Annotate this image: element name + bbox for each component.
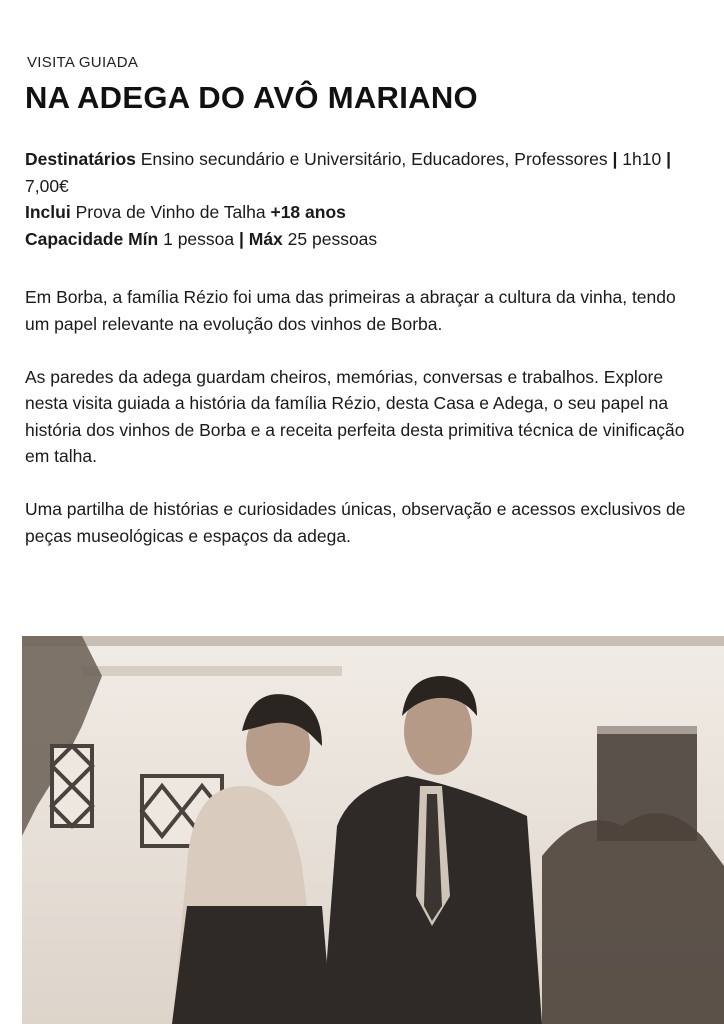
description-paragraph-1: Em Borba, a família Rézio foi uma das primeiras a abraçar a cultura da vinha, tendo um papel relevante na evolução dos vinhos de Borba. xyxy=(25,287,676,334)
page-title: NA ADEGA DO AVÔ MARIANO xyxy=(25,80,478,115)
duration-value: 1h10 xyxy=(622,149,662,169)
description-paragraph-2: As paredes da adega guardam cheiros, memórias, conversas e trabalhos. Explore nesta visita guiada a história da família Rézio, desta Casa e Adega, o seu papel na história dos vinhos de Borba e a receita perfeita desta primitiva técnica de vinificação em talha. xyxy=(25,366,685,466)
includes-value: Prova de Vinho de Talha xyxy=(70,202,271,222)
price-value: 7,00€ xyxy=(25,175,69,196)
audience-value: Ensino secundário e Universitário, Educadores, Professores xyxy=(135,149,608,169)
tour-info-block xyxy=(25,146,695,252)
audience-line xyxy=(25,146,695,199)
lattice-window-left xyxy=(52,746,92,826)
audience-label: Destinatários xyxy=(25,149,136,169)
includes-label: Inclui xyxy=(25,202,71,222)
separator: | xyxy=(238,228,249,249)
capacity-min-label: Capacidade Mín xyxy=(25,228,159,249)
age-restriction: +18 anos xyxy=(270,202,346,222)
capacity-max-value: 25 pessoas xyxy=(282,228,378,249)
foliage-right xyxy=(542,813,724,1024)
description xyxy=(25,284,700,576)
vintage-couple-photo xyxy=(22,636,724,1024)
separator: | xyxy=(661,149,671,169)
capacity-line xyxy=(25,226,695,253)
includes-line xyxy=(25,199,695,226)
capacity-min-value: 1 pessoa xyxy=(158,228,239,249)
description-paragraph-3: Uma partilha de histórias e curiosidades únicas, observação e acessos exclusivos de peças museológicas e espaços da adega. xyxy=(25,499,686,546)
separator: | xyxy=(607,149,623,169)
tour-type-label: VISITA GUIADA xyxy=(27,54,139,71)
capacity-max-label: Máx xyxy=(248,228,283,249)
photo-illustration xyxy=(22,636,724,1024)
